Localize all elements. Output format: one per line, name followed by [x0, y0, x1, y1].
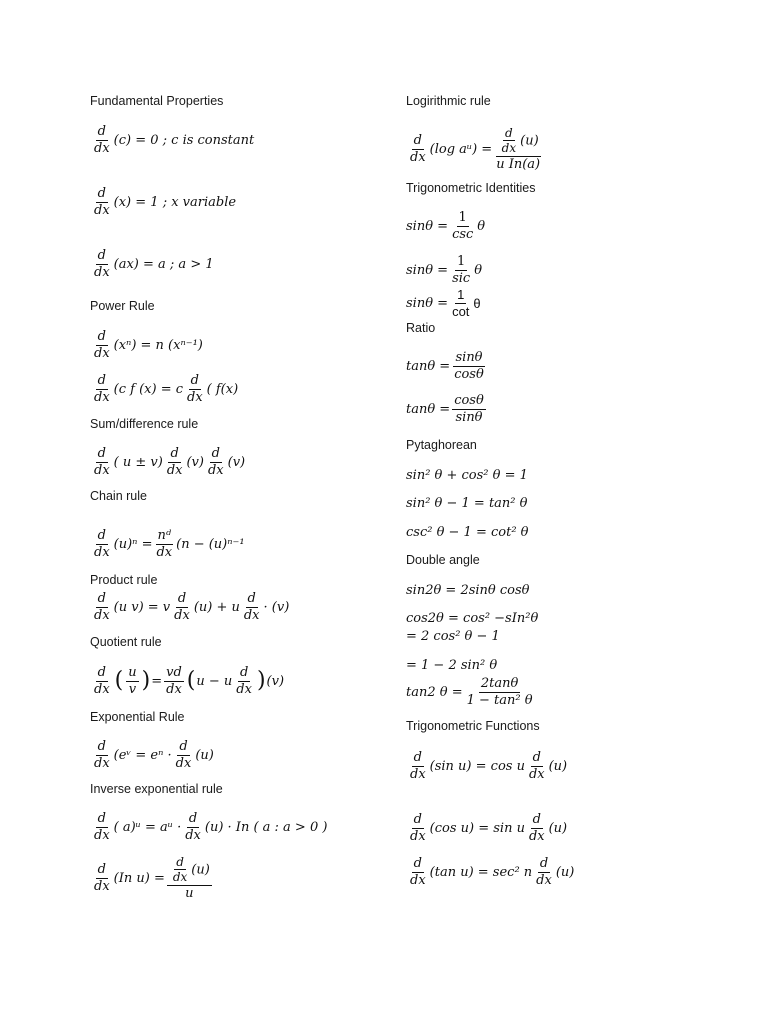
heading-quotient-rule: Quotient rule [90, 635, 162, 649]
ratio-fraction: $\frac{\sin\theta}{\cos\theta}$ [454, 349, 484, 382]
d-dx-operator: $\frac{d}{dx}$ [94, 445, 110, 478]
d-dx-operator: $\frac{d}{dx}$ [94, 738, 110, 771]
eq-text: (u) [555, 864, 575, 880]
eq-text: (u)ⁿ = [113, 536, 153, 552]
d-dx-operator: $\frac{d}{dx}$ [528, 749, 545, 782]
d-dx-operator: $\frac{d}{dx}$ [236, 664, 252, 697]
reciprocal-fraction: $\frac{1}{\text{sic}}$ [452, 253, 471, 286]
eq-derivative-cos [406, 808, 567, 848]
d-dx-operator: $\frac{d}{dx}$ [410, 855, 426, 888]
d-dx-operator: $\frac{d}{dx}$ [243, 590, 260, 623]
eq-text: θ [477, 218, 486, 234]
eq-text: tanθ = [406, 358, 451, 374]
d-dx-operator: $\frac{d}{dx}$ [175, 738, 192, 771]
heading-pythagorean: Pytaghorean [406, 438, 477, 452]
d-dx-operator: $\frac{d}{dx}$ [94, 810, 110, 843]
ln-fraction: $\frac{d}{dx}$ (u) u [167, 856, 212, 901]
eq-text: (u) [548, 758, 568, 774]
heading-trigonometric-identities: Trigonometric Identities [406, 181, 536, 195]
d-dx-operator: $\frac{d}{dx}$ [410, 132, 426, 165]
eq-tan-ratio-2 [406, 389, 488, 429]
eq-text: sin² θ + cos² θ = 1 [406, 467, 528, 483]
eq-derivative-constant [90, 120, 254, 160]
eq-text: sinθ = [406, 218, 449, 234]
eq-text: sin2θ = 2sinθ cosθ [406, 582, 530, 598]
heading-double-angle: Double angle [406, 553, 480, 567]
d-dx-operator: $\frac{d}{dx}$ [174, 590, 190, 623]
eq-text: (tan u) = sec² n [429, 864, 533, 880]
eq-sum-difference [90, 442, 245, 482]
eq-text: = [151, 673, 163, 689]
eq-text: (xⁿ) = n (xⁿ⁻¹) [113, 337, 203, 353]
d-dx-operator: $\frac{d}{dx}$ [94, 861, 110, 894]
d-dx-operator: $\frac{d}{dx}$ [528, 811, 545, 844]
heading-inverse-exponential-rule: Inverse exponential rule [90, 782, 223, 796]
d-dx-operator: $\frac{d}{dx}$ [166, 445, 183, 478]
eq-text: ( u ± v) [113, 454, 163, 470]
eq-text: (eᵛ = eⁿ · [113, 747, 172, 763]
eq-constant-multiple [90, 369, 238, 409]
u-over-v: $\frac{u}{v}$ [128, 664, 137, 697]
eq-log-rule [406, 125, 544, 172]
d-dx-operator: $\frac{d}{dx}$ [536, 855, 552, 888]
heading-trigonometric-functions: Trigonometric Functions [406, 719, 540, 733]
eq-text: (c) = 0 ; c is constant [113, 132, 255, 148]
eq-text: cos2θ = cos² −sIn²θ [406, 610, 539, 626]
eq-text: (u) [195, 747, 214, 763]
eq-text: u − u [196, 673, 233, 689]
eq-text: sinθ = [406, 295, 449, 311]
tan-double-fraction: $\frac{2\tan\theta}{\text{1 − tan² θ}}$ [466, 675, 533, 708]
eq-inverse-exponential [90, 807, 327, 847]
d-dx-operator: $\frac{d}{dx}$ [94, 185, 110, 218]
eq-text: (c f (x) = c [113, 381, 183, 397]
d-dx-operator: $\frac{d}{dx}$ [410, 749, 426, 782]
eq-chain-rule [90, 524, 245, 564]
eq-power-rule [90, 325, 203, 365]
heading-chain-rule: Chain rule [90, 489, 147, 503]
d-dx-operator: $\frac{d}{dx}$ [94, 247, 110, 280]
eq-text: (ax) = a ; a > 1 [113, 256, 214, 272]
eq-natural-log [90, 854, 214, 901]
eq-text: (sin u) = cos u [429, 758, 525, 774]
eq-pythagorean-3 [406, 512, 529, 552]
eq-derivative-sin [406, 746, 567, 786]
eq-quotient-rule: $\frac{d}{dx}$ ( $\frac{u}{v}$ ) = $\frac{vd}{dx}$ ( u − u $\frac{d}{dx}$ ) (v) [94, 664, 285, 697]
d-dx-operator: $\frac{d}{dx}$ [94, 527, 110, 560]
eq-sin-cot [406, 283, 481, 323]
heading-product-rule: Product rule [90, 573, 158, 587]
eq-text: sinθ = [406, 262, 449, 278]
eq-text: (cos u) = sin u [429, 820, 525, 836]
d-dx-operator: $\frac{d}{dx}$ [94, 664, 110, 697]
heading-exponential-rule: Exponential Rule [90, 710, 185, 724]
eq-text: = 2 cos² θ − 1 [406, 628, 500, 644]
eq-derivative-x [90, 182, 236, 222]
heading-logarithmic-rule: Logirithmic rule [406, 94, 491, 108]
eq-text: (In u) = [113, 870, 165, 886]
reciprocal-fraction: $\frac{1}{\csc}$ [452, 209, 474, 242]
vd-over-dx: $\frac{vd}{dx}$ [166, 664, 182, 697]
chain-fraction: $\frac{\text{nᵈ}}{dx}$ [156, 527, 173, 560]
eq-tan-ratio-1 [406, 346, 488, 386]
eq-text: (v) [227, 454, 246, 470]
eq-derivative-ax [90, 244, 214, 284]
d-dx-operator: $\frac{d}{dx}$ [185, 810, 201, 843]
eq-text: tan2 θ = [406, 684, 463, 700]
eq-text: tanθ = [406, 401, 451, 417]
d-dx-operator: $\frac{d}{dx}$ [410, 811, 426, 844]
heading-sum-difference-rule: Sum/difference rule [90, 417, 199, 431]
eq-text: (u) [548, 820, 568, 836]
heading-fundamental-properties: Fundamental Properties [90, 94, 224, 108]
log-fraction: $\frac{d}{dx}$ (u) u In(a) [496, 125, 541, 172]
eq-text: (v) [186, 454, 204, 470]
eq-text: = 1 − 2 sin² θ [406, 657, 498, 673]
d-dx-operator: $\frac{d}{dx}$ [207, 445, 224, 478]
reciprocal-fraction: $\frac{1}{\cot}$ [452, 286, 470, 319]
eq-text: (log aᵘ) = [429, 141, 493, 157]
d-dx-operator: $\frac{d}{dx}$ [94, 123, 110, 156]
eq-text: · (v) [263, 599, 290, 615]
eq-text: (u) · In ( a : a > 0 ) [204, 819, 328, 835]
d-dx-operator: $\frac{d}{dx}$ [94, 372, 110, 405]
eq-text: θ [473, 295, 481, 311]
d-dx-operator: $\frac{d}{dx}$ [187, 372, 203, 405]
eq-product-rule [90, 587, 289, 627]
eq-text: (v) [266, 673, 285, 689]
eq-text: csc² θ − 1 = cot² θ [406, 524, 529, 540]
eq-text: (x) = 1 ; x variable [113, 194, 237, 210]
ratio-fraction: $\frac{\cos\theta}{\sin\theta}$ [454, 392, 484, 425]
d-dx-operator: $\frac{d}{dx}$ [94, 590, 110, 623]
eq-text: (u v) = v [113, 599, 171, 615]
eq-text: θ [474, 262, 483, 278]
eq-sin-csc [406, 206, 485, 246]
eq-text: ( f(x) [206, 381, 239, 397]
heading-ratio: Ratio [406, 321, 436, 335]
eq-text: (n − (u)ⁿ⁻¹ [176, 536, 245, 552]
eq-text: ( a)ᵘ = aᵘ · [113, 819, 182, 835]
d-dx-operator: $\frac{d}{dx}$ [94, 328, 110, 361]
eq-derivative-tan [406, 852, 574, 892]
eq-text: (u) + u [193, 599, 240, 615]
eq-exponential-rule [90, 735, 214, 775]
eq-double-angle-tan [406, 672, 537, 712]
heading-power-rule: Power Rule [90, 299, 155, 313]
eq-text: sin² θ − 1 = tan² θ [406, 495, 528, 511]
